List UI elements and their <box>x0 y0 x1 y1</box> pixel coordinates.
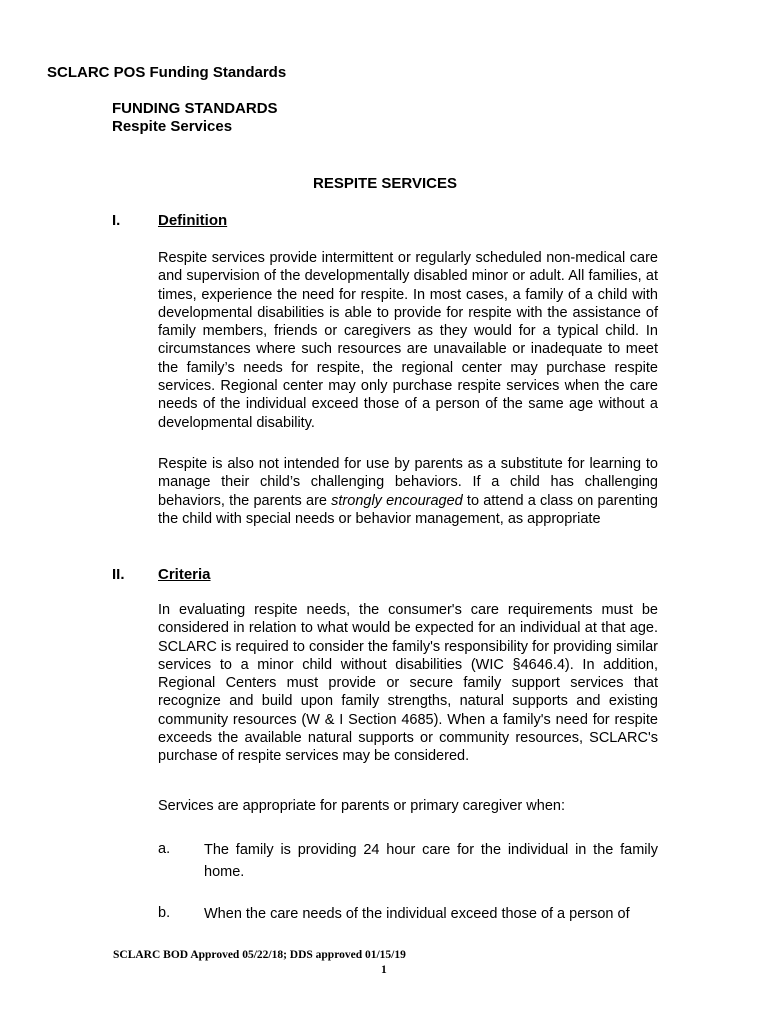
funding-standards-subtitle: Respite Services <box>112 118 233 135</box>
list-item-letter: b. <box>158 905 171 921</box>
funding-standards-title: FUNDING STANDARDS <box>112 100 278 117</box>
list-item-text: When the care needs of the individual exceed those of a person of <box>204 906 630 922</box>
list-item-letter: a. <box>158 841 171 857</box>
definition-paragraph-2 <box>158 455 658 528</box>
document-header: SCLARC POS Funding Standards <box>47 64 287 81</box>
criteria-paragraph-1: In evaluating respite needs, the consumer's care requirements must be considered in relation to what would be expected for an individual at that age. SCLARC is required to consider the family's responsibility for providing similar services to a minor child without disabilities (WIC §4646.4). In addition, Regional Centers must provide or secure family support services that recognize and build upon family strengths, natural supports and existing community resources (W & I Section 4685). When a family's need for respite exceeds the available natural supports or community resources, SCLARC's purchase of respite services may be considered. <box>158 602 658 765</box>
footer-approval: SCLARC BOD Approved 05/22/18; DDS approved 01/15/19 <box>113 949 406 961</box>
criteria-paragraph-2: Services are appropriate for parents or primary caregiver when: <box>158 798 565 814</box>
section-title-criteria: Criteria <box>158 566 211 583</box>
list-item-text: The family is providing 24 hour care for the individual in the family home. <box>204 842 658 880</box>
definition-paragraph-1: Respite services provide intermittent or regularly scheduled non-medical care and supervision of the developmentally disabled minor or adult. All families, at times, experience the need for respite. In most cases, a family of a child with developmental disabilities is able to provide for respite with the assistance of family members, friends or caregivers as they would for a typical child. In circumstances where such resources are unavailable or inadequate to meet the family’s needs for respite, the regional center may purchase respite services. Regional center may only purchase respite services when the care needs of the individual exceed those of a person of the same age without a developmental disability. <box>158 250 658 431</box>
section-number-2: II. <box>112 566 125 583</box>
section-number-1: I. <box>112 212 121 229</box>
page-title: RESPITE SERVICES <box>313 175 457 192</box>
section-title-definition: Definition <box>158 212 228 229</box>
page-number: 1 <box>381 964 387 976</box>
definition-paragraph-2-text-a: Respite is also not intended for use by parents as a substitute for learning to manage their child’s challenging behaviors. If a child has challenging behaviors, the parents are <box>158 456 658 509</box>
definition-paragraph-2-text-b: to attend a class on parenting the child with special needs or behavior management, as appropriate <box>158 492 658 527</box>
definition-paragraph-2-emphasis: strongly encouraged <box>331 492 463 509</box>
